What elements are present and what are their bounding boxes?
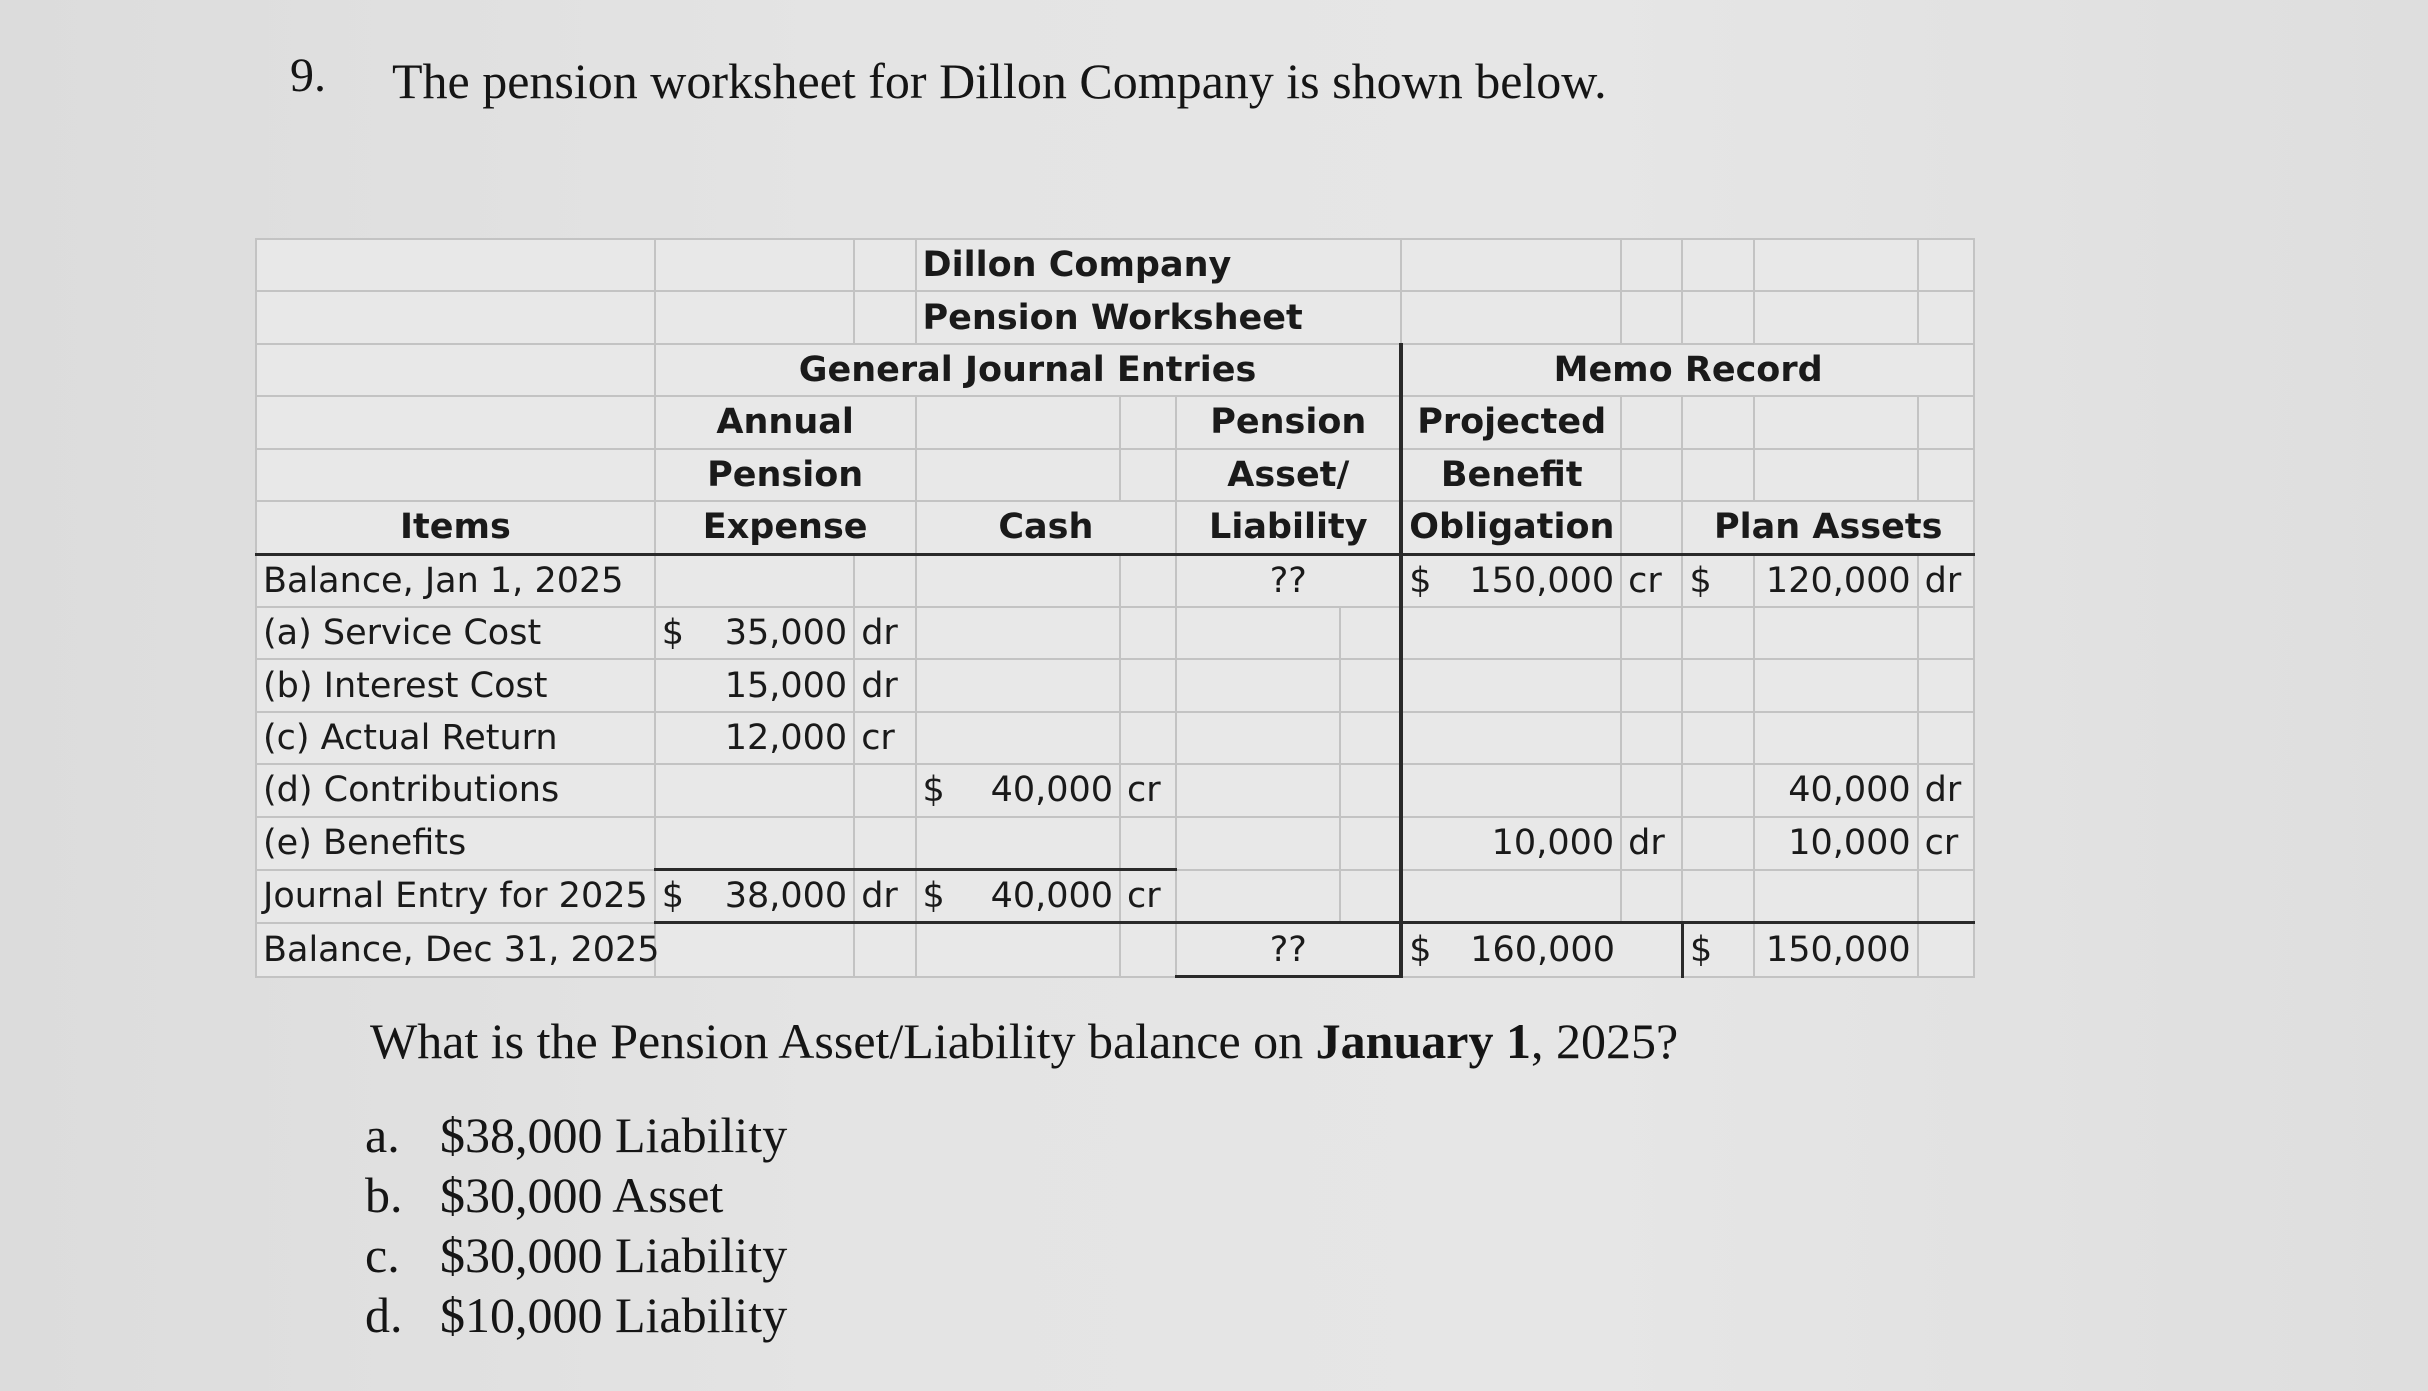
header-row-1 xyxy=(256,396,1974,448)
choice-d[interactable]: d. $10,000 Liability xyxy=(365,1287,788,1343)
row-item: (b) Interest Cost xyxy=(256,659,655,711)
plan-sign: cr xyxy=(1918,817,1974,870)
ape-sign: dr xyxy=(854,870,915,923)
table-row xyxy=(256,764,1974,816)
plan-sign: dr xyxy=(1918,554,1974,607)
row-item: (d) Contributions xyxy=(256,764,655,816)
pal-header-3: Liability xyxy=(1176,501,1401,554)
row-item: (c) Actual Return xyxy=(256,712,655,764)
cash-sign: cr xyxy=(1120,870,1176,923)
header-row-company xyxy=(256,239,1974,291)
pal-value: ?? xyxy=(1176,923,1401,977)
pbo-sign: cr xyxy=(1621,554,1682,607)
row-item: Balance, Dec 31, 2025 xyxy=(256,923,655,977)
choice-c[interactable]: c. $30,000 Liability xyxy=(365,1227,788,1283)
cash-header: Cash xyxy=(916,501,1177,554)
items-header: Items xyxy=(256,501,655,554)
row-item: Balance, Jan 1, 2025 xyxy=(256,554,655,607)
general-journal-header: General Journal Entries xyxy=(655,344,1401,396)
pbo-header-3: Obligation xyxy=(1401,501,1621,554)
ape-header-2: Pension xyxy=(655,449,916,501)
plan-dollar: $ xyxy=(1682,554,1754,607)
header-row-sections xyxy=(256,344,1974,396)
ape-sign: dr xyxy=(854,659,915,711)
plan-sign: dr xyxy=(1918,764,1974,816)
plan-value: 10,000 xyxy=(1754,817,1918,870)
table-row xyxy=(256,870,1974,923)
choice-b[interactable]: b. $30,000 Asset xyxy=(365,1167,724,1223)
question-title: The pension worksheet for Dillon Company is shown below. xyxy=(392,53,1607,109)
pal-header-2: Asset/ xyxy=(1176,449,1401,501)
pbo-value: 10,000 xyxy=(1401,817,1621,870)
header-row-2 xyxy=(256,449,1974,501)
ape-header-3: Expense xyxy=(655,501,916,554)
choice-a[interactable]: a. $38,000 Liability xyxy=(365,1107,788,1163)
answer-choices xyxy=(365,1105,787,1345)
cash-value: $ 40,000 xyxy=(916,764,1121,816)
ape-value: $ 35,000 xyxy=(655,607,854,659)
plan-assets-header: Plan Assets xyxy=(1682,501,1974,554)
plan-value: 150,000 xyxy=(1754,923,1918,977)
table-row xyxy=(256,607,1974,659)
table-row xyxy=(256,554,1974,607)
memo-record-header: Memo Record xyxy=(1401,344,1974,396)
ape-value: $ 38,000 xyxy=(655,870,854,923)
plan-value: 40,000 xyxy=(1754,764,1918,816)
pbo-header-1: Projected xyxy=(1401,396,1621,448)
worksheet-title: Pension Worksheet xyxy=(916,291,1402,343)
table-row xyxy=(256,712,1974,764)
table-row xyxy=(256,923,1974,977)
table-row xyxy=(256,817,1974,870)
pbo-sign: dr xyxy=(1621,817,1682,870)
question-number: 9. xyxy=(290,49,326,102)
pal-value: ?? xyxy=(1176,554,1401,607)
ape-value: 12,000 xyxy=(655,712,854,764)
pbo-value: $ 150,000 xyxy=(1401,554,1621,607)
table-row xyxy=(256,659,1974,711)
plan-dollar: $ xyxy=(1682,923,1754,977)
row-item: (a) Service Cost xyxy=(256,607,655,659)
ape-sign: dr xyxy=(854,607,915,659)
header-row-title xyxy=(256,291,1974,343)
row-item: (e) Benefits xyxy=(256,817,655,870)
ape-value: 15,000 xyxy=(655,659,854,711)
plan-value: 120,000 xyxy=(1754,554,1918,607)
pbo-value: $ 160,000 xyxy=(1401,923,1682,977)
header-row-3 xyxy=(256,501,1974,554)
pbo-header-2: Benefit xyxy=(1401,449,1621,501)
ape-header-1: Annual xyxy=(655,396,916,448)
cash-sign: cr xyxy=(1120,764,1176,816)
row-item: Journal Entry for 2025 xyxy=(256,870,655,923)
company-name: Dillon Company xyxy=(916,239,1402,291)
pension-worksheet-table xyxy=(255,238,1975,978)
cash-value: $ 40,000 xyxy=(916,870,1121,923)
ape-sign: cr xyxy=(854,712,915,764)
question-prompt: What is the Pension Asset/Liability balance on January 1, 2025? xyxy=(370,1013,1679,1069)
pal-header-1: Pension xyxy=(1176,396,1401,448)
